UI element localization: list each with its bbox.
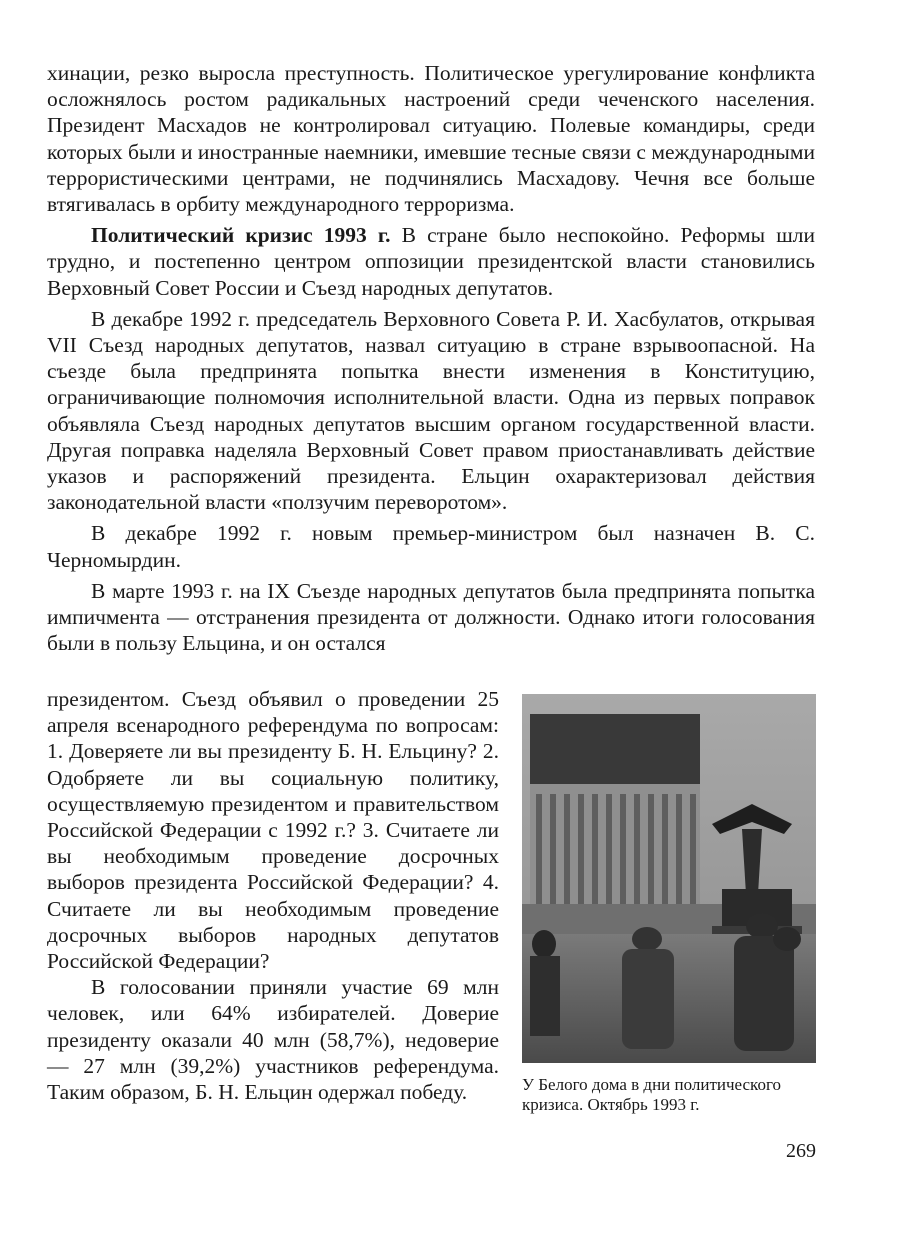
paragraph: В декабре 1992 г. новым премьер-министром был назначен В. С. Черномырдин. <box>47 521 815 572</box>
photo-figure <box>522 694 816 1115</box>
paragraph: хинации, резко выросла преступность. Политическое урегулирование конфликта осложнялось ростом радикальных настроений среди чеченского населения. Президент Масхадов не контролировал ситуацию. Полевые командиры, среди которых были и иностранные наемники, имевшие тесные связи с международными террористическими центрами, не подчинялись Масхадову. Чечня все больше втягивалась в орбиту международного терроризма. <box>47 61 815 217</box>
section-heading: Политический кризис 1993 г. <box>91 223 391 248</box>
white-house-photo <box>522 694 816 1063</box>
figure-caption: У Белого дома в дни политического кризиса. Октябрь 1993 г. <box>522 1075 782 1114</box>
page-number: 269 <box>786 1140 816 1162</box>
paragraph: президентом. Съезд объявил о проведении 25 апреля всенародного референдума по вопросам: 1. Доверяете ли вы президенту Б. Н. Ельцину? 2. Одобряете ли вы социальную политику, осуществляемую президентом и правительством Российской Федерации с 1992 г.? 3. Считаете ли вы необходимым проведение досрочных выборов президента Российской Федерации? 4. Считаете ли вы необходимым проведение досрочных выборов народных депутатов Российской Федерации? <box>47 687 499 974</box>
body-text-top <box>47 60 815 661</box>
paragraph-political-crisis <box>47 222 815 301</box>
paragraph: В голосовании приняли участие 69 млн человек, или 64% избирателей. Доверие президенту оказали 40 млн (58,7%), недоверие — 27 млн (39,2%) участников референдума. Таким образом, Б. Н. Ельцин одержал победу. <box>47 975 499 1105</box>
body-text-left-column <box>47 686 499 1105</box>
paragraph: В марте 1993 г. на IX Съезде народных депутатов была предпринята попытка импичмента — отстранения президента от должности. Однако итоги голосования были в пользу Ельцина, и он остался <box>47 578 815 656</box>
paragraph-text: В стране было неспокойно. Реформы шли трудно, и постепенно центром оппозиции президентской власти становились Верховный Совет России и Съезд народных депутатов. <box>47 223 815 300</box>
paragraph: В декабре 1992 г. председатель Верховного Совета Р. И. Хасбулатов, открывая VII Съезд народных депутатов, назвал ситуацию в стране взрывоопасной. На съезде была предпринята попытка внести изменения в Конституцию, ограничивающие полномочия исполнительной власти. Одна из первых поправок объявляла Съезд народных депутатов высшим органом государственной власти. Другая поправка наделяла Верховный Совет правом приостанавливать действие указов и распоряжений президента. Ельцин охарактеризовал действия законодательной власти «ползучим переворотом». <box>47 306 815 515</box>
